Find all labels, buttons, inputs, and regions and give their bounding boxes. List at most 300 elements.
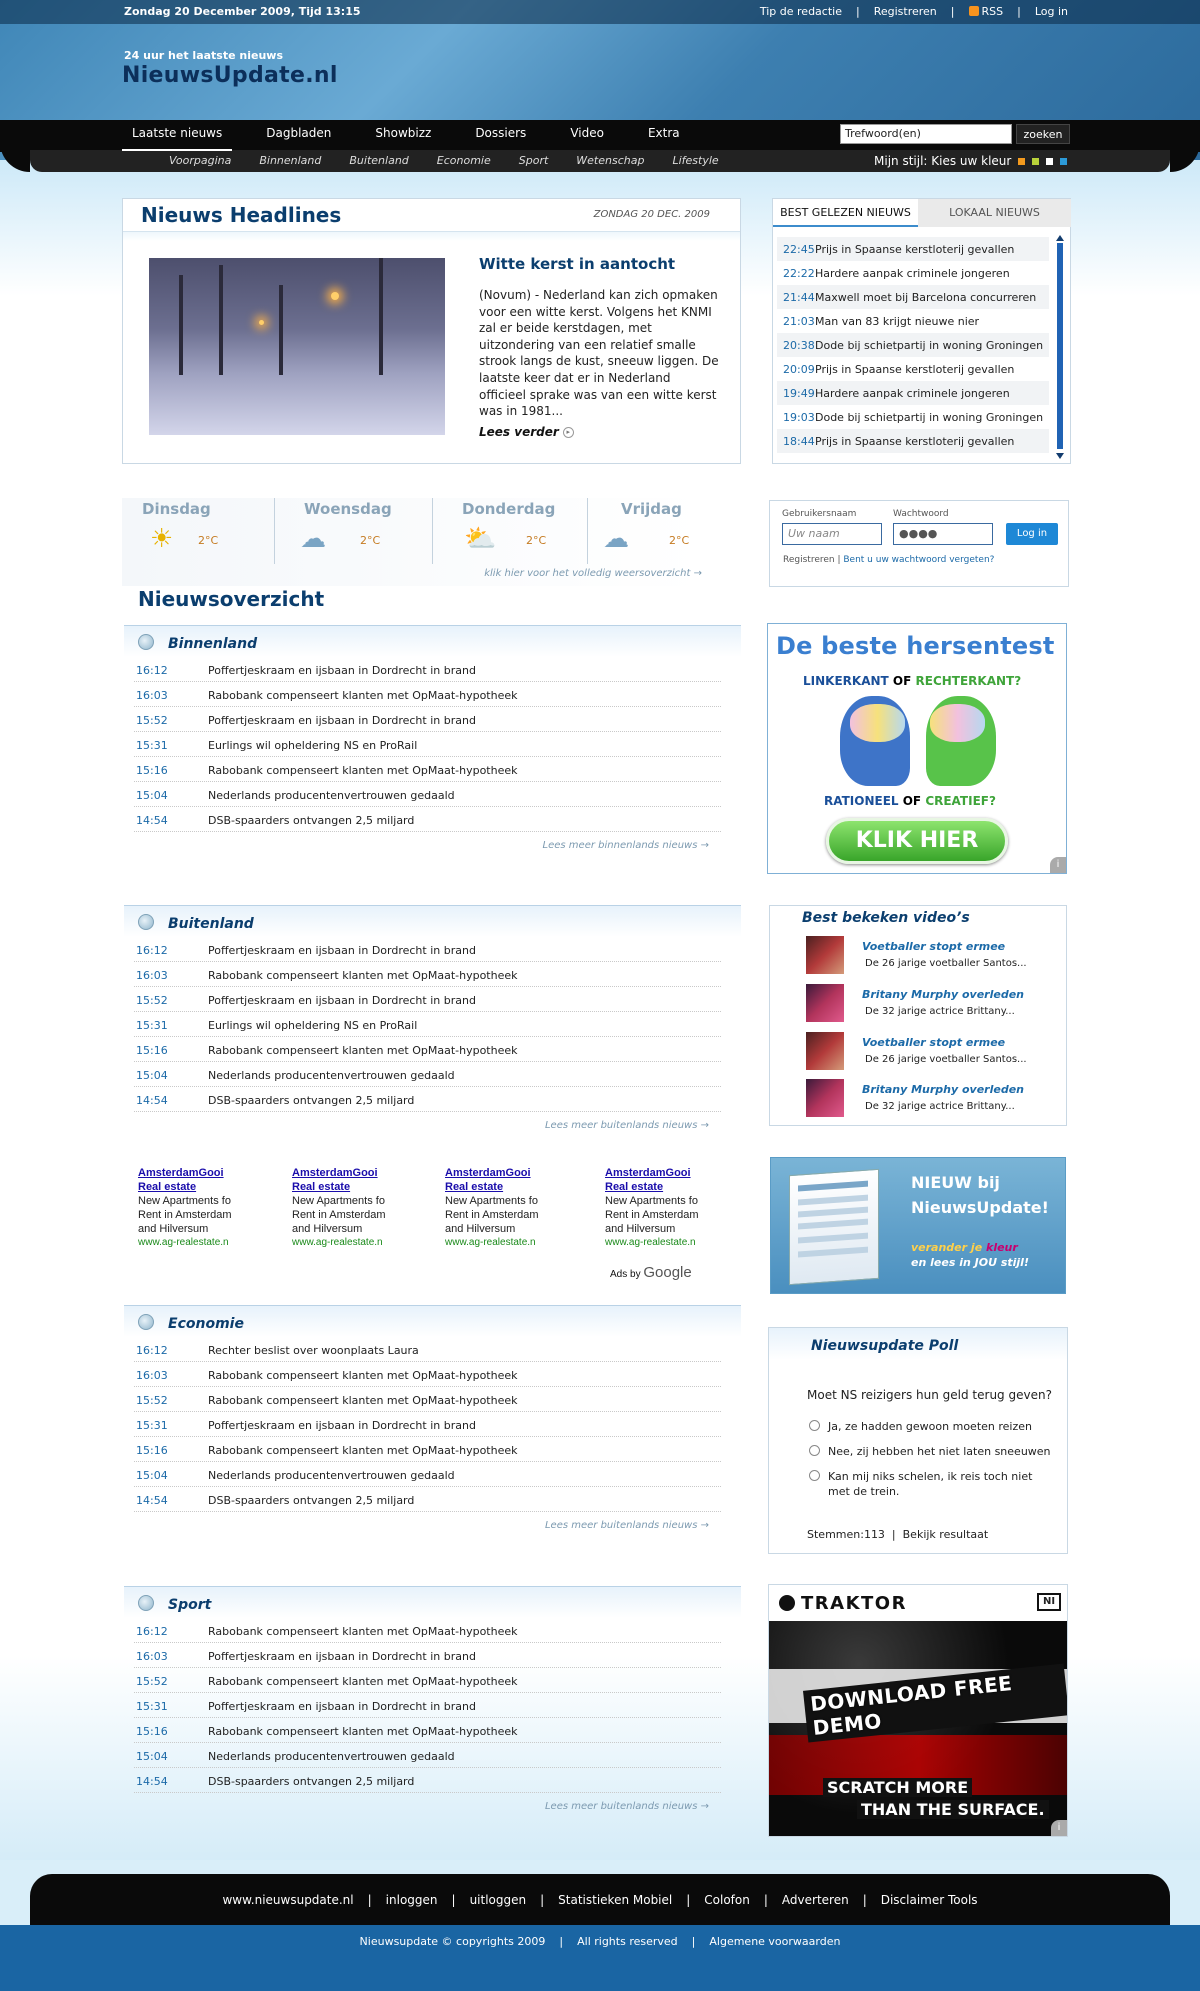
option-label: Ja, ze hadden gewoon moeten reizen	[828, 1420, 1032, 1433]
register-link[interactable]: Registreren	[783, 555, 835, 565]
subnav-binnenland[interactable]: Binnenland	[259, 154, 322, 167]
ad-title-2[interactable]: Real estate	[138, 1181, 197, 1193]
row-time: 14:54	[136, 1494, 168, 1507]
footer-site-link[interactable]: www.nieuwsupdate.nl	[222, 1892, 354, 1907]
video-item[interactable]	[806, 936, 1056, 976]
row-title: Nederlands producentenvertrouwen gedaald	[208, 1469, 455, 1482]
separator: |	[763, 1892, 768, 1907]
arrow-right-icon: →	[693, 568, 702, 579]
subnav-lifestyle[interactable]: Lifestyle	[672, 154, 719, 167]
ad-url[interactable]: www.ag-realestate.n	[605, 1237, 696, 1248]
weather-day	[274, 498, 424, 564]
promo-heading	[911, 1170, 1049, 1220]
table-row[interactable]	[134, 1643, 721, 1668]
row-title: Rabobank compenseert klanten met OpMaat-hypotheek	[208, 764, 518, 777]
row-title: DSB-spaarders ontvangen 2,5 miljard	[208, 1775, 415, 1788]
radio-button[interactable]	[809, 1445, 820, 1456]
password-input[interactable]: ●●●●	[893, 523, 993, 545]
swatch-orange[interactable]	[1018, 158, 1025, 165]
section-binnenland	[124, 625, 741, 856]
promo-word: je	[970, 1241, 983, 1254]
list-item[interactable]	[777, 357, 1049, 381]
table-row[interactable]	[134, 1387, 721, 1412]
row-title: Rabobank compenseert klanten met OpMaat-hypotheek	[208, 1675, 518, 1688]
row-time: 16:12	[136, 944, 168, 957]
ad-word: OF	[902, 794, 922, 808]
footer-logout-link[interactable]: uitloggen	[469, 1892, 527, 1907]
row-title: Poffertjeskraam en ijsbaan in Dordrecht in brand	[208, 664, 476, 677]
table-row[interactable]	[134, 757, 721, 782]
promo-line: NieuwsUpdate!	[911, 1198, 1049, 1217]
read-more-link[interactable]	[479, 425, 574, 439]
row-title: Nederlands producentenvertrouwen gedaald	[208, 1750, 455, 1763]
video-thumbnail[interactable]	[806, 1032, 844, 1070]
footer-stats-link[interactable]: Statistieken Mobiel	[558, 1892, 673, 1907]
row-title: DSB-spaarders ontvangen 2,5 miljard	[208, 814, 415, 827]
item-title: Man van 83 krijgt nieuwe nier	[815, 314, 980, 328]
tree	[219, 265, 223, 375]
video-title[interactable]: Britany Murphy overleden	[862, 988, 1025, 1001]
subnav-sport[interactable]: Sport	[518, 154, 549, 167]
swatch-blue[interactable]	[1060, 158, 1067, 165]
list-item[interactable]	[777, 333, 1049, 357]
row-title: Nederlands producentenvertrouwen gedaald	[208, 1069, 455, 1082]
row-title: Rechter beslist over woonplaats Laura	[208, 1344, 419, 1357]
item-time: 20:09	[783, 362, 815, 376]
video-thumbnail[interactable]	[806, 1079, 844, 1117]
globe-icon	[138, 1595, 154, 1611]
ad-word: OF	[892, 674, 912, 688]
ad-desc: New Apartments fo	[292, 1195, 385, 1207]
overview-title: Nieuwsoverzicht	[138, 587, 325, 611]
video-item[interactable]	[806, 1032, 1056, 1072]
scroll-up-icon[interactable]	[1056, 235, 1064, 241]
item-time: 21:03	[783, 314, 815, 328]
swatch-white[interactable]	[1046, 158, 1053, 165]
item-title: Prijs in Spaanse kerstloterij gevallen	[815, 242, 1015, 256]
username-label: Gebruikersnaam	[782, 509, 857, 519]
table-row[interactable]	[134, 807, 721, 832]
video-item[interactable]	[806, 1079, 1056, 1119]
separator: |	[855, 5, 860, 18]
video-item[interactable]	[806, 984, 1056, 1024]
video-thumbnail[interactable]	[806, 984, 844, 1022]
footer-bottom	[0, 1925, 1200, 1991]
weather-day	[122, 498, 272, 564]
row-time: 15:16	[136, 1725, 168, 1738]
separator: |	[367, 1892, 372, 1907]
table-row[interactable]	[134, 707, 721, 732]
info-icon[interactable]: i	[1050, 857, 1066, 873]
table-row[interactable]	[134, 1437, 721, 1462]
rss-link[interactable]	[969, 5, 1004, 18]
table-row[interactable]	[134, 782, 721, 807]
row-title: Rabobank compenseert klanten met OpMaat-hypotheek	[208, 1625, 518, 1638]
item-title: Hardere aanpak criminele jongeren	[815, 266, 1010, 280]
row-time: 15:16	[136, 764, 168, 777]
table-row[interactable]	[134, 1462, 721, 1487]
weather-day	[432, 498, 582, 564]
row-title: Poffertjeskraam en ijsbaan in Dordrecht in brand	[208, 944, 476, 957]
ad-title-2[interactable]: Real estate	[292, 1181, 351, 1193]
video-title[interactable]: Voetballer stopt ermee	[862, 1036, 1006, 1049]
day-temp: 2°C	[526, 534, 547, 547]
day-name: Vrijdag	[621, 500, 682, 518]
table-row[interactable]	[134, 1718, 721, 1743]
table-row[interactable]	[134, 1693, 721, 1718]
row-title: DSB-spaarders ontvangen 2,5 miljard	[208, 1094, 415, 1107]
ad-desc: and Hilversum	[292, 1223, 363, 1235]
table-row[interactable]	[134, 1768, 721, 1793]
ad-url[interactable]: www.ag-realestate.n	[138, 1237, 229, 1248]
row-title: DSB-spaarders ontvangen 2,5 miljard	[208, 1494, 415, 1507]
search-input[interactable]: Trefwoord(en)	[840, 124, 1012, 144]
row-title: Rabobank compenseert klanten met OpMaat-hypotheek	[208, 689, 518, 702]
item-time: 21:44	[783, 290, 815, 304]
top-links	[760, 5, 1068, 18]
login-button[interactable]: Log in	[1006, 523, 1058, 545]
ad-line-1	[803, 674, 1021, 688]
list-item[interactable]	[777, 429, 1049, 453]
row-time: 14:54	[136, 1094, 168, 1107]
site-logo[interactable]: NieuwsUpdate.nl	[122, 63, 338, 88]
row-title: Poffertjeskraam en ijsbaan in Dordrecht in brand	[208, 994, 476, 1007]
section-header	[124, 905, 741, 937]
footer	[30, 1874, 1170, 1925]
row-title: Poffertjeskraam en ijsbaan in Dordrecht in brand	[208, 1419, 476, 1432]
list-item[interactable]	[777, 237, 1049, 261]
separator: |	[540, 1892, 545, 1907]
row-title: Rabobank compenseert klanten met OpMaat-hypotheek	[208, 1369, 518, 1382]
promo-subtext	[911, 1240, 1029, 1270]
table-row[interactable]	[134, 1062, 721, 1087]
ad-title-2[interactable]: Real estate	[445, 1181, 504, 1193]
forgot-password-link[interactable]: Bent u uw wachtwoord vergeten?	[843, 555, 995, 565]
section-title[interactable]: Economie	[168, 1316, 244, 1332]
poll-title: Nieuwsupdate Poll	[811, 1338, 959, 1354]
row-time: 15:31	[136, 1019, 168, 1032]
ni-logo: NI	[1037, 1593, 1061, 1611]
sub-navigation	[30, 150, 1170, 172]
read-more-label: Lees meer buitenlands nieuws	[544, 1120, 698, 1131]
table-row[interactable]	[134, 1487, 721, 1512]
read-more-link[interactable]	[124, 1512, 741, 1536]
separator: |	[1017, 5, 1021, 18]
nav-dossiers[interactable]: Dossiers	[475, 126, 527, 140]
copyright-text: Nieuwsupdate © copyrights 2009	[359, 1935, 546, 1948]
day-name: Dinsdag	[142, 500, 211, 518]
scroll-down-icon[interactable]	[1056, 453, 1064, 459]
table-row[interactable]	[134, 962, 721, 987]
section-economie	[124, 1305, 741, 1536]
arrow-right-icon: ▸	[563, 427, 574, 438]
style-promo-banner[interactable]	[770, 1157, 1066, 1294]
section-sport	[124, 1586, 741, 1817]
table-row[interactable]	[134, 1412, 721, 1437]
separator: |	[686, 1892, 691, 1907]
table-row[interactable]	[134, 937, 721, 962]
promo-word: kleur	[986, 1241, 1018, 1254]
ad-title[interactable]: AmsterdamGooi	[292, 1167, 378, 1179]
day-name: Donderdag	[462, 500, 556, 518]
nav-extra[interactable]: Extra	[647, 126, 680, 140]
ad-desc: Rent in Amsterdam	[292, 1209, 386, 1221]
tree	[279, 285, 283, 375]
headline-text: (Novum) - Nederland kan zich opmaken voor een witte kerst. Volgens het KNMI zal er beide kerstdagen, met uitzondering van een relatief smalle strook langs de kust, sneeuw liggen. De laatste keer dat er in Nederland officieel sprake was van een witte kerst was in 1981...	[479, 288, 719, 419]
snow-cloud-icon: ☁	[603, 524, 629, 554]
nav-dagbladen[interactable]: Dagbladen	[266, 126, 332, 140]
row-time: 16:03	[136, 1650, 168, 1663]
videos-box	[769, 905, 1067, 1126]
sun-icon: ☀	[150, 524, 174, 554]
footer-adverteren-link[interactable]: Adverteren	[781, 1892, 849, 1907]
nav-video[interactable]: Video	[570, 126, 604, 140]
item-title: Prijs in Spaanse kerstloterij gevallen	[815, 362, 1015, 376]
tab-best-gelezen[interactable]: BEST GELEZEN NIEUWS	[773, 199, 918, 227]
text-ad[interactable]	[292, 1166, 442, 1250]
row-time: 14:54	[136, 1775, 168, 1788]
ad-headline: DOWNLOAD FREE DEMO	[803, 1663, 1068, 1742]
traktor-logo: TRAKTOR	[779, 1593, 907, 1614]
video-thumbnail[interactable]	[806, 936, 844, 974]
subnav-economie[interactable]: Economie	[436, 154, 491, 167]
row-time: 15:16	[136, 1044, 168, 1057]
terms-link[interactable]: Algemene voorwaarden	[709, 1935, 841, 1948]
row-title: Rabobank compenseert klanten met OpMaat-hypotheek	[208, 969, 518, 982]
list-item[interactable]	[777, 405, 1049, 429]
google-ads	[134, 1166, 734, 1286]
table-row[interactable]	[134, 1668, 721, 1693]
poll-option[interactable]	[809, 1469, 1059, 1499]
row-time: 16:12	[136, 1344, 168, 1357]
section-title[interactable]: Binnenland	[168, 636, 258, 652]
globe-icon	[138, 914, 154, 930]
snow-cloud-icon: ☁	[300, 524, 326, 554]
ad-title[interactable]: AmsterdamGooi	[605, 1167, 691, 1179]
ad-desc: Rent in Amsterdam	[445, 1209, 539, 1221]
brain-icon	[930, 704, 985, 742]
ad-subline	[823, 1777, 1049, 1821]
table-row[interactable]	[134, 1362, 721, 1387]
read-more-link[interactable]	[124, 1793, 741, 1817]
nav-showbizz[interactable]: Showbizz	[375, 126, 432, 140]
sun-cloud-icon: ⛅	[464, 524, 497, 554]
table-row[interactable]	[134, 1618, 721, 1643]
row-time: 15:04	[136, 1069, 168, 1082]
globe-icon	[138, 634, 154, 650]
footer-colofon-link[interactable]: Colofon	[704, 1892, 750, 1907]
row-title: Poffertjeskraam en ijsbaan in Dordrecht in brand	[208, 1700, 476, 1713]
row-title: Eurlings wil opheldering NS en ProRail	[208, 1019, 418, 1032]
row-time: 15:31	[136, 1419, 168, 1432]
item-time: 22:22	[783, 266, 815, 280]
click-here-button[interactable]: KLIK HIER	[826, 818, 1008, 864]
search-button[interactable]: zoeken	[1016, 124, 1070, 144]
row-title: Rabobank compenseert klanten met OpMaat-hypotheek	[208, 1394, 518, 1407]
ad-desc: Rent in Amsterdam	[138, 1209, 232, 1221]
subnav-buitenland[interactable]: Buitenland	[349, 154, 409, 167]
street-lamp	[259, 320, 264, 325]
table-row[interactable]	[134, 1012, 721, 1037]
ads-by-google[interactable]	[610, 1264, 692, 1281]
row-time: 16:03	[136, 1369, 168, 1382]
view-results-link[interactable]: Bekijk resultaat	[902, 1528, 989, 1541]
rss-icon	[969, 6, 979, 16]
headlines-title: Nieuws Headlines	[141, 203, 342, 227]
vote-count: Stemmen:113	[807, 1528, 885, 1541]
item-title: Dode bij schietpartij in woning Groningen	[815, 338, 1044, 352]
table-row[interactable]	[134, 657, 721, 682]
row-time: 15:52	[136, 1675, 168, 1688]
nav-tabs	[122, 126, 714, 151]
ad-title-2[interactable]: Real estate	[605, 1181, 664, 1193]
top-bar	[0, 0, 1200, 24]
ad-word: CREATIEF?	[925, 794, 996, 808]
promo-word: verander	[911, 1241, 968, 1254]
row-title: Poffertjeskraam en ijsbaan in Dordrecht in brand	[208, 1650, 476, 1663]
footer-disclaimer-link[interactable]: Disclaimer Tools	[880, 1892, 978, 1907]
item-title: Maxwell moet bij Barcelona concurreren	[815, 290, 1037, 304]
row-title: Poffertjeskraam en ijsbaan in Dordrecht in brand	[208, 714, 476, 727]
table-row[interactable]	[134, 1037, 721, 1062]
subnav-items	[169, 154, 719, 167]
section-title[interactable]: Buitenland	[168, 916, 254, 932]
separator: |	[451, 1892, 456, 1907]
video-description: De 26 jarige voetballer Santos...	[865, 1054, 1027, 1065]
section-title[interactable]: Sport	[168, 1597, 212, 1613]
ads-by-label: Ads by	[610, 1269, 641, 1280]
swatch-green[interactable]	[1032, 158, 1039, 165]
promo-line: NIEUW bij	[911, 1173, 1000, 1192]
ad-desc: and Hilversum	[605, 1223, 676, 1235]
headlines-divider	[123, 231, 740, 241]
text-ad[interactable]	[138, 1166, 288, 1250]
headline-title[interactable]: Witte kerst in aantocht	[479, 255, 676, 273]
tip-redactie-link[interactable]: Tip de redactie	[759, 5, 842, 18]
headlines-date: ZONDAG 20 DEC. 2009	[593, 209, 710, 220]
ad-desc: Rent in Amsterdam	[605, 1209, 699, 1221]
item-time: 20:38	[783, 338, 815, 352]
ad-title: De beste hersentest	[776, 632, 1055, 660]
radio-button[interactable]	[809, 1420, 820, 1431]
tab-lokaal-nieuws[interactable]: LOKAAL NIEUWS	[918, 199, 1071, 227]
table-row[interactable]	[134, 1087, 721, 1112]
table-row[interactable]	[134, 987, 721, 1012]
row-title: Nederlands producentenvertrouwen gedaald	[208, 789, 455, 802]
most-read-box	[772, 198, 1071, 464]
row-time: 15:04	[136, 1469, 168, 1482]
info-icon[interactable]: i	[1051, 1820, 1067, 1836]
row-time: 15:04	[136, 1750, 168, 1763]
nav-laatste-nieuws[interactable]: Laatste nieuws	[122, 126, 232, 151]
ad-url[interactable]: www.ag-realestate.n	[292, 1237, 383, 1248]
username-input[interactable]: Uw naam	[782, 523, 882, 545]
video-title[interactable]: Britany Murphy overleden	[862, 1083, 1025, 1096]
scroll-thumb[interactable]	[1057, 243, 1063, 449]
promo-line: en lees in JOU stijl!	[911, 1256, 1029, 1269]
list-scrollbar[interactable]	[1055, 235, 1063, 459]
video-description: De 26 jarige voetballer Santos...	[865, 958, 1027, 969]
item-title: Hardere aanpak criminele jongeren	[815, 386, 1010, 400]
list-item[interactable]	[777, 285, 1049, 309]
table-row[interactable]	[134, 1337, 721, 1362]
row-time: 15:31	[136, 1700, 168, 1713]
day-name: Woensdag	[304, 500, 392, 518]
table-row[interactable]	[134, 732, 721, 757]
row-time: 16:12	[136, 1625, 168, 1638]
weather-strip	[122, 498, 702, 586]
table-row[interactable]	[134, 1743, 721, 1768]
subnav-voorpagina[interactable]: Voorpagina	[169, 154, 232, 167]
read-more-link[interactable]	[124, 832, 741, 856]
item-time: 18:44	[783, 434, 815, 448]
row-time: 16:03	[136, 689, 168, 702]
row-time: 15:16	[136, 1444, 168, 1457]
row-time: 15:04	[136, 789, 168, 802]
headlines-box	[122, 198, 741, 464]
list-item[interactable]	[777, 381, 1049, 405]
radio-button[interactable]	[809, 1470, 820, 1481]
ad-line-2	[824, 794, 996, 808]
ad-desc: and Hilversum	[445, 1223, 516, 1235]
footer-login-link[interactable]: inloggen	[385, 1892, 438, 1907]
ad-desc: New Apartments fo	[138, 1195, 231, 1207]
ad-line: THAN THE SURFACE.	[857, 1800, 1049, 1819]
ad-url[interactable]: www.ag-realestate.n	[445, 1237, 536, 1248]
login-box	[769, 500, 1069, 587]
weather-day	[587, 498, 737, 564]
arrow-right-icon: →	[700, 1120, 709, 1131]
ad-word: LINKERKANT	[803, 674, 889, 688]
poll-footer: Stemmen:113 | Bekijk resultaat	[807, 1528, 989, 1541]
list-item[interactable]	[777, 309, 1049, 333]
video-title[interactable]: Voetballer stopt ermee	[862, 940, 1006, 953]
day-temp: 2°C	[360, 534, 381, 547]
street-lamp	[331, 292, 339, 300]
subnav-wetenschap[interactable]: Wetenschap	[576, 154, 645, 167]
videos-title: Best bekeken video’s	[802, 910, 970, 926]
row-title: Rabobank compenseert klanten met OpMaat-hypotheek	[208, 1444, 518, 1457]
read-more-link[interactable]	[124, 1112, 741, 1136]
day-temp: 2°C	[669, 534, 690, 547]
ad-desc: New Apartments fo	[605, 1195, 698, 1207]
brain-test-ad[interactable]	[767, 623, 1067, 874]
row-time: 15:52	[136, 994, 168, 1007]
registreren-link[interactable]: Registreren	[873, 5, 937, 18]
table-row[interactable]	[134, 682, 721, 707]
text-ad[interactable]	[605, 1166, 755, 1250]
login-link[interactable]: Log in	[1034, 5, 1068, 18]
login-links: Registreren | Bent u uw wachtwoord vergeten?	[783, 555, 995, 565]
ad-title[interactable]: AmsterdamGooi	[138, 1167, 224, 1179]
list-item[interactable]	[777, 261, 1049, 285]
read-more-label: Lees meer buitenlands nieuws	[544, 1520, 698, 1531]
option-label: Nee, zij hebben het niet laten sneeuwen	[828, 1445, 1051, 1458]
headline-image[interactable]	[149, 258, 445, 435]
read-more-label: Lees meer buitenlands nieuws	[544, 1801, 698, 1812]
weather-overview-link[interactable]	[484, 568, 702, 579]
ad-title[interactable]: AmsterdamGooi	[445, 1167, 531, 1179]
footer-links	[30, 1874, 1170, 1925]
ad-word: RECHTERKANT?	[915, 674, 1022, 688]
arrow-right-icon: →	[700, 1801, 709, 1812]
row-time: 14:54	[136, 814, 168, 827]
text-ad[interactable]	[445, 1166, 595, 1250]
brain-icon	[850, 704, 905, 742]
section-header	[124, 1586, 741, 1618]
traktor-ad[interactable]	[768, 1584, 1068, 1837]
arrow-right-icon: →	[700, 1520, 709, 1531]
